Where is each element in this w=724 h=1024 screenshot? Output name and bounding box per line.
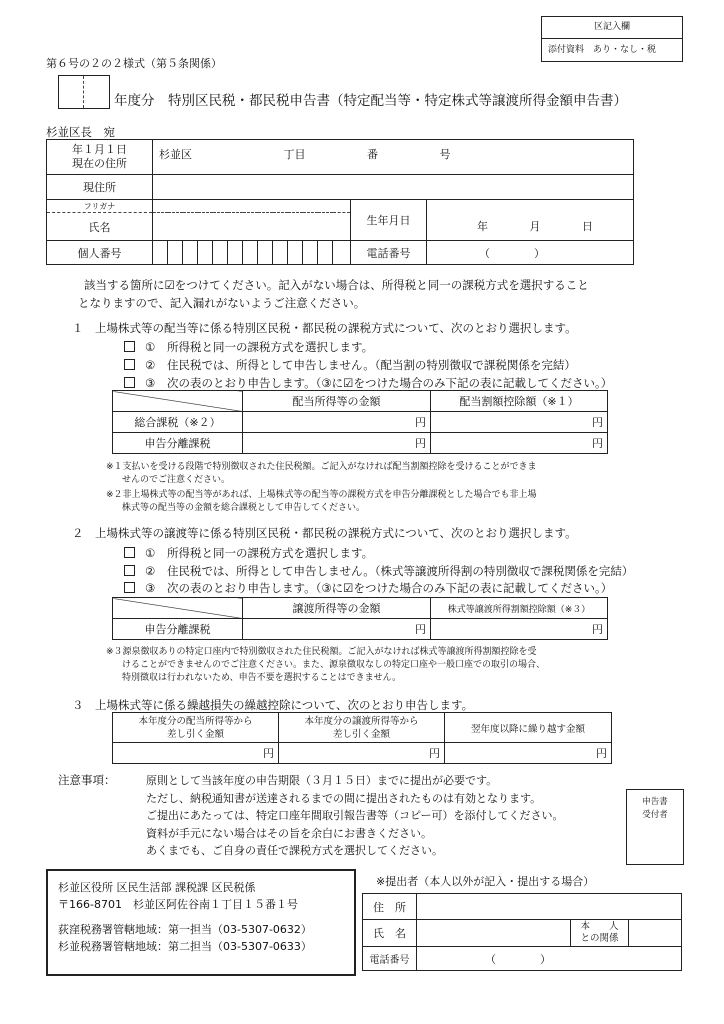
carryforward-amount[interactable]: 円: [445, 743, 612, 764]
submitter-heading: ※提出者（本人以外が記入・提出する場合）: [376, 875, 595, 888]
note-line: あくまでも、ご自身の責任で課税方式を選択してください。: [146, 844, 443, 857]
section2-option-2[interactable]: ② 住民税では、所得として申告しません。（株式等譲渡所得割の特別徴収で課税関係を完結）: [124, 563, 633, 579]
checkbox[interactable]: [124, 565, 135, 576]
go-label: 号: [439, 148, 451, 161]
current-address-label: 現住所: [47, 175, 153, 200]
comprehensive-dividend-credit[interactable]: 円: [431, 412, 608, 433]
carryover-transfer-header: 本年度分の譲渡所得等から 差し引く金額: [279, 713, 445, 743]
year-label: 年: [477, 220, 488, 233]
furigana-label: フリガナ: [47, 200, 153, 213]
form-title: [114, 89, 627, 109]
year-suffix: 年度分: [114, 93, 155, 109]
furigana-field[interactable]: [153, 200, 351, 213]
section2-heading: ２ 上場株式等の譲渡等に係る特別区民税・都民税の課税方式について、次のとおり選択します。: [72, 526, 577, 540]
separate-row-label: 申告分離課税: [113, 619, 243, 640]
chome-label: 丁目: [283, 148, 306, 161]
current-address-field[interactable]: [153, 175, 634, 200]
checkbox[interactable]: [124, 547, 135, 558]
submitter-phone-label: 電話番号: [363, 947, 417, 971]
section1-option-3[interactable]: ③ 次の表のとおり申告します。（③に☑をつけた場合のみ下記の表に記載してください。）: [124, 375, 612, 391]
carryover-transfer-amount[interactable]: 円: [279, 743, 445, 764]
section3-table: [112, 712, 612, 764]
contact-box: [46, 869, 356, 976]
phone-field[interactable]: [427, 241, 634, 265]
diagonal-cell: [113, 391, 243, 412]
relation-field[interactable]: [629, 920, 682, 947]
receipt-box: [626, 789, 684, 865]
applicant-table: [46, 139, 634, 265]
my-number-digit[interactable]: [183, 241, 198, 265]
notes-label: 注意事項：: [58, 773, 116, 787]
phone-paren: （ ）: [479, 246, 545, 260]
ward-label: 杉並区: [159, 148, 192, 161]
jan1-address-label: 年１月１日 現在の住所: [47, 140, 153, 175]
submitter-address-label: 住 所: [363, 894, 417, 920]
section1-note2: ※２非上場株式等の配当等があれば、上場株式等の配当等の課税方式を申告分離課税とした場合でも非上場 株式等の配当等の金額を総合課税として申告してください。: [106, 490, 537, 513]
section2-table: [112, 597, 608, 640]
section2-option-3[interactable]: ③ 次の表のとおり申告します。（③に☑をつけた場合のみ下記の表に記載してください。）: [124, 580, 612, 596]
contact-line1: 荻窪税務署管轄地域：第一担当（03-5307-0632）: [58, 923, 312, 936]
submitter-name-label: 氏 名: [363, 920, 417, 947]
dividend-credit-header: 配当割額控除額（※１）: [431, 391, 608, 412]
carryover-dividend-header: 本年度分の配当所得等から 差し引く金額: [113, 713, 279, 743]
attachment-field[interactable]: 添付資料 あり・なし・税: [548, 45, 657, 55]
year-input[interactable]: [58, 75, 110, 109]
day-label: 日: [582, 220, 593, 233]
note-line: 資料が手元にない場合はその旨を余白にお書きください。: [146, 826, 432, 840]
separate-dividend-amount[interactable]: 円: [243, 433, 431, 454]
name-label: 氏名: [47, 213, 153, 241]
section1-option-1[interactable]: ① 所得税と同一の課税方式を選択します。: [124, 339, 373, 355]
my-number-digit[interactable]: [303, 241, 318, 265]
receipt-label: 申告書 受付者: [642, 797, 668, 820]
instructions: 該当する箇所に☑をつけてください。記入がない場合は、所得税と同一の課税方式を選択すること となりますので、記入漏れがないようご注意ください。: [78, 278, 589, 310]
checkbox[interactable]: [124, 359, 135, 370]
note-line: ただし、納税通知書が送達されるまでの間に提出されたものは有効となります。: [146, 791, 542, 805]
section1-heading: １ 上場株式等の配当等に係る特別区民税・都民税の課税方式について、次のとおり選択します。: [72, 321, 577, 335]
section3-heading: ３ 上場株式等に係る繰越損失の繰越控除について、次のとおり申告します。: [72, 698, 474, 712]
submitter-address-field[interactable]: [417, 894, 682, 920]
office-use-box: [541, 16, 683, 62]
month-label: 月: [529, 220, 541, 233]
birth-date-field[interactable]: [427, 200, 634, 241]
carryover-dividend-amount[interactable]: 円: [113, 743, 279, 764]
submitter-name-field[interactable]: [417, 920, 571, 947]
note-line: 原則として当該年度の申告期限（３月１５日）までに提出が必要です。: [146, 774, 498, 787]
diagonal-cell: [113, 598, 243, 619]
submitter-phone-field[interactable]: （ ）: [417, 947, 682, 971]
jan1-address-field[interactable]: [153, 140, 634, 175]
my-number-digit[interactable]: [198, 241, 213, 265]
my-number-digit[interactable]: [213, 241, 228, 265]
my-number-digit[interactable]: [273, 241, 288, 265]
transfer-amount-header: 譲渡所得等の金額: [243, 598, 431, 619]
contact-address: 〒166-8701 杉並区阿佐谷南１丁目１５番１号: [58, 898, 298, 911]
section2-option-1[interactable]: ① 所得税と同一の課税方式を選択します。: [124, 545, 373, 561]
my-number-digit[interactable]: [318, 241, 333, 265]
transfer-credit-header: 株式等譲渡所得割額控除額（※３）: [431, 598, 608, 619]
addressee: 杉並区長 宛: [46, 125, 115, 139]
separate-transfer-credit[interactable]: 円: [431, 619, 608, 640]
note-line: ご提出にあたっては、特定口座年間取引報告書等（コピー可）を添付してください。: [146, 809, 564, 822]
checkbox[interactable]: [124, 341, 135, 352]
my-number-label: 個人番号: [47, 241, 153, 265]
section1-option-2[interactable]: ② 住民税では、所得として申告しません。（配当割の特別徴収で課税関係を完結）: [124, 357, 576, 373]
dividend-amount-header: 配当所得等の金額: [243, 391, 431, 412]
section1-note1: ※１支払いを受ける段階で特別徴収された住民税額。ご記入がなければ配当割額控除を受けることができま せんのでご注意ください。: [106, 462, 537, 485]
form-number: 第６号の２の２様式（第５条関係）: [46, 57, 222, 70]
my-number-digit[interactable]: [228, 241, 243, 265]
birth-label: 生年月日: [351, 200, 427, 241]
separate-dividend-credit[interactable]: 円: [431, 433, 608, 454]
checkbox[interactable]: [124, 582, 135, 593]
phone-label: 電話番号: [351, 241, 427, 265]
contact-office: 杉並区役所 区民生活部 課税課 区民税係: [58, 881, 256, 894]
section1-table: [112, 390, 608, 454]
my-number-digit[interactable]: [288, 241, 303, 265]
notes-body: [146, 772, 564, 860]
comprehensive-row-label: 総合課税（※２）: [113, 412, 243, 433]
my-number-digit[interactable]: [243, 241, 258, 265]
office-use-title: 区記入欄: [542, 17, 682, 39]
name-field[interactable]: [153, 213, 351, 241]
checkbox[interactable]: [124, 377, 135, 388]
separate-row-label: 申告分離課税: [113, 433, 243, 454]
my-number-digit[interactable]: [258, 241, 273, 265]
page-title: 特別区民税・都民税申告書（特定配当等・特定株式等譲渡所得金額申告書）: [168, 93, 627, 109]
comprehensive-dividend-amount[interactable]: 円: [243, 412, 431, 433]
my-number-digit[interactable]: [168, 241, 183, 265]
section2-note3: ※３源泉徴収ありの特定口座内で特別徴収された住民税額。ご記入がなければ株式等譲渡所得割額控除を受 けることができませんのでご注意ください。また、源泉徴収なしの特定口座や一般口座での取引の場合、 特別徴収は行われないため、申告不要を選択することはできません。: [106, 647, 546, 683]
relation-label: 本 人 との関係: [571, 920, 629, 947]
my-number-digit[interactable]: [153, 241, 168, 265]
separate-transfer-amount[interactable]: 円: [243, 619, 431, 640]
spacer-cell: [333, 241, 351, 265]
ban-label: 番: [367, 148, 378, 161]
submitter-table: [362, 893, 682, 971]
contact-line2: 杉並税務署管轄地域：第二担当（03-5307-0633）: [58, 940, 312, 953]
carryforward-header: 翌年度以降に繰り越す金額: [445, 713, 612, 743]
